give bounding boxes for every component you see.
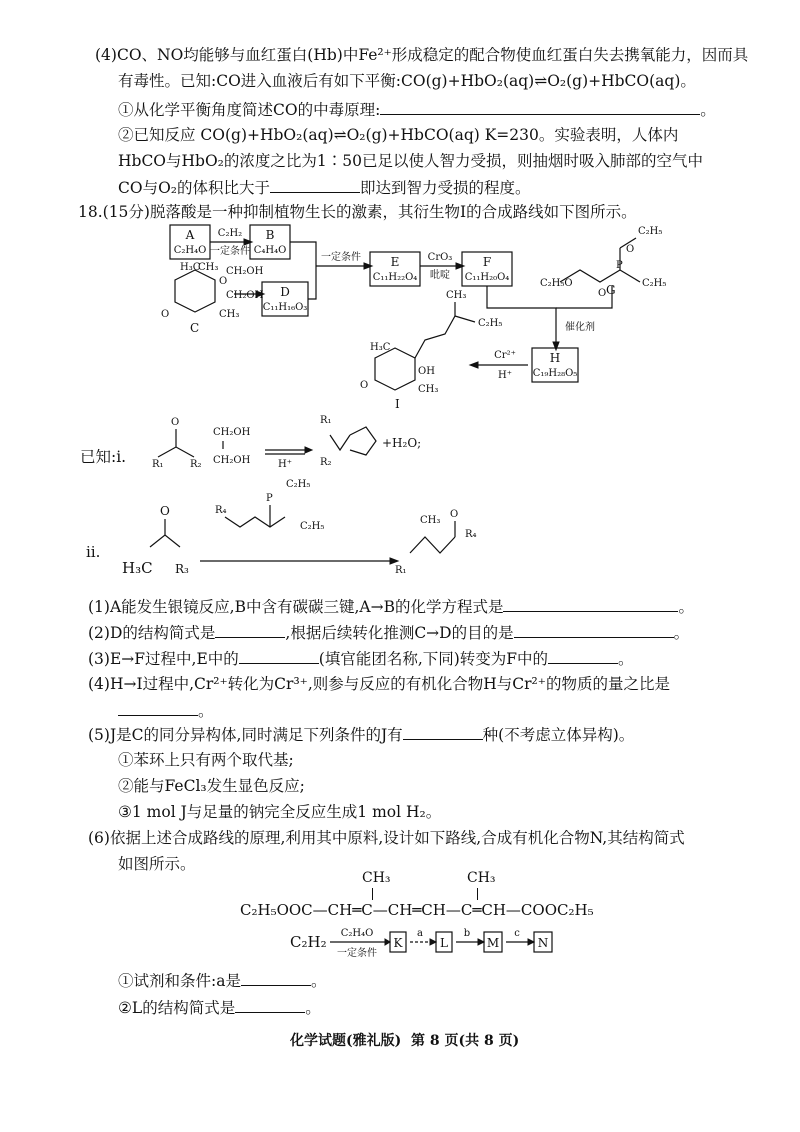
footer-page: 第 8 页(共 8 页) (411, 1033, 520, 1049)
known-ii-h3c: H₃C (122, 559, 153, 577)
q1-end: 。 (678, 598, 694, 616)
q17-4-intro-line1: (4)CO、NO均能够与血红蛋白(Hb)中Fe²⁺形成稳定的配合物使血红蛋白失去携氧能力，因而具 (95, 46, 749, 64)
i-c2h5: C₂H₅ (478, 318, 503, 329)
q4-end: 。 (198, 702, 214, 720)
known-i-r2: R₂ (190, 459, 202, 470)
q3-end: 。 (618, 650, 634, 668)
q2-blank-1[interactable] (215, 621, 285, 638)
route-start: C₂H₂ (290, 933, 327, 951)
known-i-prod-r2: R₂ (320, 457, 332, 468)
q2-blank-2[interactable] (514, 621, 674, 638)
c-ch3-top: CH₃ (198, 262, 219, 273)
g-c2h5-top: C₂H₅ (638, 226, 663, 237)
q5-condition-1: ①苯环上只有两个取代基; (118, 751, 294, 769)
formula-F: C₁₁H₂₀O₄ (464, 272, 510, 283)
q17-4-sub2-c-pre: CO与O₂的体积比大于 (118, 179, 270, 197)
q3-blank-1[interactable] (239, 647, 319, 664)
g-p: P (616, 260, 623, 271)
q1 (88, 595, 694, 618)
q3-mid: (填官能团名称,下同)转变为F中的 (318, 650, 549, 668)
known-ii-r3: R₃ (175, 562, 189, 576)
i-ch3-chain: CH₃ (446, 290, 467, 301)
q2 (88, 621, 689, 644)
hi-cond: H⁺ (498, 370, 512, 381)
q6-sub2-blank[interactable] (235, 996, 305, 1013)
label-E: E (390, 255, 400, 269)
label-D: D (280, 285, 290, 299)
i-oh: OH (418, 366, 435, 377)
known-ii-label: ⅱ. (86, 543, 101, 561)
q6-sub1 (118, 969, 326, 992)
ab-cond: 一定条件 (210, 246, 250, 257)
known-label: 已知:ⅰ. (80, 448, 127, 466)
formula-A: C₂H₄O (173, 245, 207, 256)
known-ii-prod-r1: R₁ (395, 565, 407, 576)
known-i-diol-bot: CH₂OH (213, 455, 251, 466)
c-oxygen-left: O (161, 309, 170, 320)
n-structure: C₂H₅OOC—CH═C—CH═CH—C═CH—COOC₂H₅ (240, 901, 594, 919)
route-c: c (514, 928, 520, 939)
route-cond: 一定条件 (337, 948, 377, 959)
q3 (88, 647, 634, 670)
gh-cond: 催化剂 (565, 322, 595, 333)
synthesis-scheme (0, 220, 800, 420)
q5 (88, 723, 634, 746)
q5-text: (5)J是C的同分异构体,同时满足下列条件的J有 (88, 726, 403, 744)
route-a: a (417, 928, 423, 939)
n-ch3-right: CH₃ (467, 870, 496, 886)
q6-sub2-end: 。 (305, 999, 321, 1017)
known-ii-p: P (266, 493, 273, 504)
route-reagent: C₂H₄O (340, 928, 374, 939)
q17-4-sub2-a: ②已知反应 CO(g)+HbO₂(aq)⇌O₂(g)+HbCO(aq) K=230。实验表明，人体内 (118, 126, 679, 144)
q3-blank-2[interactable] (548, 647, 618, 664)
g-o: O (598, 288, 607, 299)
i-oxygen: O (360, 380, 369, 391)
known-i-diol-top: CH₂OH (213, 427, 251, 438)
c-h3c: H₃C (180, 262, 201, 273)
q5-condition-2: ②能与FeCl₃发生显色反应; (118, 777, 305, 795)
q17-4-intro-line2: 有毒性。已知:CO进入血液后有如下平衡:CO(g)+HbO₂(aq)⇌O₂(g)+HbCO(aq)。 (118, 72, 696, 90)
q17-4-sub1-blank[interactable] (380, 98, 700, 115)
label-I: I (395, 397, 400, 411)
footer (290, 1030, 519, 1052)
route-L: L (440, 936, 448, 950)
g-c2h5o: C₂H₅O (540, 278, 573, 289)
formula-H: C₁₉H₂₈O₅ (532, 368, 578, 379)
label-G: G (606, 283, 616, 297)
route-M: M (486, 936, 500, 950)
known-i-r1: R₁ (152, 459, 164, 470)
ab-reagent: C₂H₂ (217, 228, 243, 239)
g-o-top: O (626, 244, 635, 255)
route-N: N (537, 936, 549, 950)
known-ii-prod-ch3: CH₃ (420, 515, 441, 526)
de-cond: 一定条件 (321, 252, 361, 263)
i-h3c: H₃C (370, 342, 391, 353)
n-ch3-left: CH₃ (362, 870, 391, 886)
q3-text: (3)E→F过程中,E中的 (88, 650, 239, 668)
q4-text: (4)H→I过程中,Cr²⁺转化为Cr³⁺,则参与反应的有机化合物H与Cr²⁺的物质的量之比是 (88, 675, 670, 693)
label-F: F (482, 255, 492, 269)
q6-text-2: 如图所示。 (118, 855, 196, 873)
route-K: K (393, 936, 403, 950)
i-ch3: CH₃ (418, 384, 439, 395)
q6-sub2 (118, 996, 321, 1019)
q5-end: 种(不考虑立体异构)。 (482, 726, 635, 744)
q17-4-sub1 (118, 98, 716, 121)
label-H: H (549, 351, 561, 365)
known-i-product: +H₂O; (382, 436, 422, 450)
label-A: A (185, 228, 195, 242)
diol-top: CH₂OH (226, 266, 264, 277)
q17-4-sub1-text: ①从化学平衡角度简述CO的中毒原理: (118, 101, 381, 119)
q6-sub1-text: ①试剂和条件:a是 (118, 972, 241, 990)
q17-4-sub2-c (118, 176, 531, 199)
footer-subject: 化学试题(雅礼版) (290, 1033, 402, 1049)
q2-end: 。 (673, 624, 690, 642)
known-ii-o: O (160, 504, 170, 518)
q2-text: (2)D的结构简式是 (88, 624, 216, 642)
hi-reagent: Cr²⁺ (494, 350, 516, 361)
q1-blank[interactable] (503, 595, 678, 612)
label-C: C (190, 321, 200, 335)
ef-reagent: CrO₃ (427, 252, 453, 263)
q4-answer (118, 699, 214, 722)
q5-condition-3: ③1 mol J与足量的钠完全反应生成1 mol H₂。 (118, 803, 442, 821)
q2-mid: ,根据后续转化推测C→D的目的是 (285, 624, 514, 642)
known-ii-r4: R₄ (215, 505, 227, 516)
known-ii-c2h5-top: C₂H₅ (286, 479, 311, 490)
q6-sub1-blank[interactable] (241, 969, 311, 986)
q4-blank[interactable] (118, 699, 198, 716)
q17-4-sub1-end: 。 (700, 101, 716, 119)
q17-4-sub2-blank[interactable] (270, 176, 360, 193)
q6-route (0, 922, 800, 972)
known-ii-prod-r4: R₄ (465, 529, 477, 540)
ef-cond: 吡啶 (430, 270, 450, 281)
c-ch3-bottom: CH₃ (219, 309, 240, 320)
known-i-o: O (171, 417, 180, 428)
formula-D: C₁₁H₁₆O₃ (262, 302, 308, 313)
label-B: B (265, 228, 275, 242)
q6-text-1: (6)依据上述合成路线的原理,利用其中原料,设计如下路线,合成有机化合物N,其结构简式 (88, 829, 685, 847)
q17-4-sub2-c-post: 即达到智力受损的程度。 (360, 179, 531, 197)
q5-blank[interactable] (403, 723, 483, 740)
known-reactions (0, 405, 800, 577)
formula-B: C₄H₄O (253, 245, 287, 256)
known-i-cond: H⁺ (278, 459, 292, 470)
diol-bottom: CH₂OH (226, 290, 264, 301)
q6-sub1-end: 。 (310, 972, 327, 990)
route-b: b (463, 928, 471, 939)
q6-sub2-text: ②L的结构简式是 (118, 999, 236, 1017)
known-ii-prod-o: O (450, 509, 459, 520)
q18-header: 18.(15分)脱落酸是一种抑制植物生长的激素，其衍生物I的合成路线如下图所示。 (78, 203, 637, 221)
known-i-prod-r1: R₁ (320, 415, 332, 426)
formula-E: C₁₁H₂₂O₄ (372, 272, 418, 283)
q17-4-sub2-b: HbCO与HbO₂的浓度之比为1∶50已足以使人智力受损，则抽烟时吸入肺部的空气中 (118, 152, 703, 170)
c-oxygen-right: O (219, 276, 228, 287)
g-c2h5-right: C₂H₅ (642, 278, 667, 289)
q1-text: (1)A能发生银镜反应,B中含有碳碳三键,A→B的化学方程式是 (88, 598, 504, 616)
known-ii-c2h5-right: C₂H₅ (300, 521, 325, 532)
